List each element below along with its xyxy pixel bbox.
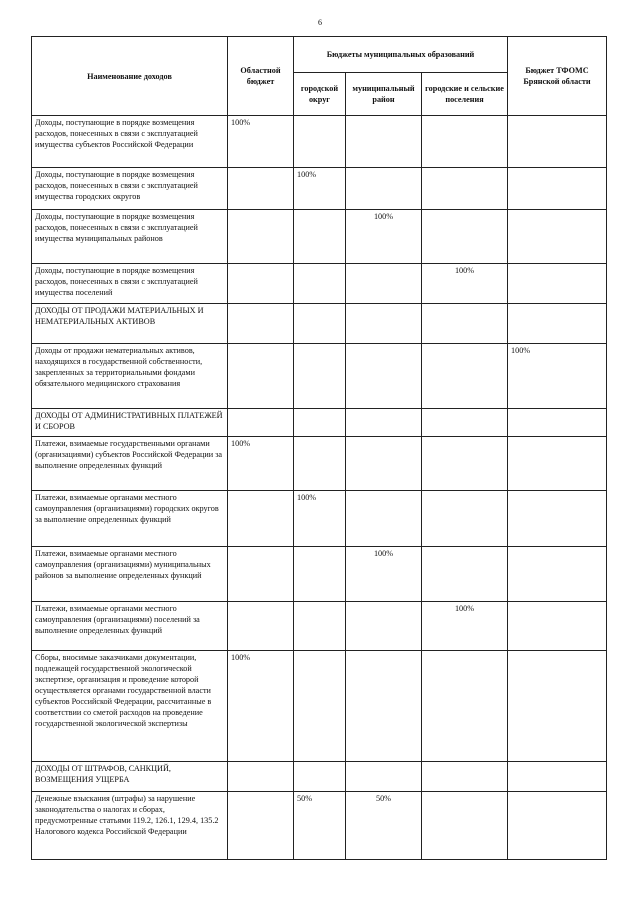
table-row (32, 344, 607, 409)
cell-regional (228, 491, 294, 547)
cell-city-district (294, 344, 346, 409)
income-name-cell: Сборы, вносимые заказчиками документации, подлежащей государственной экологической экспертизе, организация и проведение которой осуществляется органами государственной власти субъектов Российской Федерации, рассчитанные в соответствии со сметой расходов на проведение государственной экологической экспертизы (32, 651, 228, 762)
table-row (32, 116, 607, 168)
income-name-cell: Платежи, взимаемые органами местного самоуправления (организациями) муниципальных районов за выполнение определенных функций (32, 547, 228, 602)
table-row (32, 602, 607, 651)
section-row (32, 304, 607, 344)
cell-tfoms (508, 210, 607, 264)
cell-settlements (422, 762, 508, 792)
cell-tfoms (508, 762, 607, 792)
cell-municipal-district (346, 344, 422, 409)
table-row (32, 264, 607, 304)
cell-regional (228, 304, 294, 344)
cell-regional (228, 792, 294, 860)
cell-municipal-district (346, 602, 422, 651)
cell-tfoms (508, 116, 607, 168)
cell-municipal-district: 100% (346, 547, 422, 602)
cell-municipal-district (346, 264, 422, 304)
cell-tfoms (508, 304, 607, 344)
cell-municipal-district (346, 409, 422, 437)
table-row (32, 792, 607, 860)
income-name-cell: Платежи, взимаемые органами местного самоуправления (организациями) поселений за выполнение определенных функций (32, 602, 228, 651)
income-name-cell: Доходы, поступающие в порядке возмещения расходов, понесенных в связи с эксплуатацией имущества муниципальных районов (32, 210, 228, 264)
cell-tfoms (508, 409, 607, 437)
cell-settlements (422, 304, 508, 344)
cell-regional (228, 409, 294, 437)
table-row (32, 210, 607, 264)
header-regional-budget: Областной бюджет (228, 37, 294, 116)
cell-regional (228, 344, 294, 409)
section-row (32, 762, 607, 792)
table-row (32, 437, 607, 491)
header-municipal-budgets: Бюджеты муниципальных образований (294, 37, 508, 73)
cell-municipal-district (346, 168, 422, 210)
cell-regional (228, 762, 294, 792)
header-income-name: Наименование доходов (32, 37, 228, 116)
income-name-cell: Доходы от продажи нематериальных активов, находящихся в государственной собственности, закрепленных за территориальными фондами обязательного медицинского страхования (32, 344, 228, 409)
cell-city-district (294, 210, 346, 264)
cell-municipal-district (346, 437, 422, 491)
cell-city-district: 50% (294, 792, 346, 860)
cell-city-district: 100% (294, 168, 346, 210)
income-distribution-table (31, 36, 607, 860)
cell-settlements (422, 344, 508, 409)
cell-city-district (294, 264, 346, 304)
cell-city-district (294, 602, 346, 651)
cell-tfoms (508, 168, 607, 210)
cell-municipal-district (346, 762, 422, 792)
income-name-cell: Платежи, взимаемые органами местного самоуправления (организациями) городских округов за выполнение определенных функций (32, 491, 228, 547)
cell-municipal-district (346, 491, 422, 547)
cell-city-district (294, 304, 346, 344)
header-tfoms-budget: Бюджет ТФОМС Брянской области (508, 37, 607, 116)
cell-settlements (422, 651, 508, 762)
section-title: ДОХОДЫ ОТ АДМИНИСТРАТИВНЫХ ПЛАТЕЖЕЙ И СБОРОВ (32, 409, 228, 437)
cell-municipal-district (346, 651, 422, 762)
cell-settlements (422, 409, 508, 437)
income-name-cell: Доходы, поступающие в порядке возмещения расходов, понесенных в связи с эксплуатацией имущества поселений (32, 264, 228, 304)
cell-settlements (422, 168, 508, 210)
page-number: 6 (318, 18, 322, 27)
cell-city-district (294, 437, 346, 491)
cell-settlements: 100% (422, 264, 508, 304)
header-municipal-district: муниципальный район (346, 73, 422, 116)
cell-tfoms (508, 651, 607, 762)
cell-tfoms (508, 437, 607, 491)
section-title: ДОХОДЫ ОТ ПРОДАЖИ МАТЕРИАЛЬНЫХ И НЕМАТЕРИАЛЬНЫХ АКТИВОВ (32, 304, 228, 344)
cell-settlements (422, 116, 508, 168)
cell-settlements (422, 437, 508, 491)
cell-settlements (422, 547, 508, 602)
cell-tfoms (508, 602, 607, 651)
cell-regional (228, 547, 294, 602)
table-row (32, 651, 607, 762)
income-name-cell: Доходы, поступающие в порядке возмещения расходов, понесенных в связи с эксплуатацией имущества субъектов Российской Федерации (32, 116, 228, 168)
cell-municipal-district: 50% (346, 792, 422, 860)
cell-settlements (422, 491, 508, 547)
cell-city-district (294, 762, 346, 792)
cell-city-district (294, 547, 346, 602)
cell-settlements (422, 210, 508, 264)
income-name-cell: Платежи, взимаемые государственными органами (организациями) субъектов Российской Федерации за выполнение определенных функций (32, 437, 228, 491)
cell-regional (228, 168, 294, 210)
cell-municipal-district (346, 116, 422, 168)
cell-tfoms: 100% (508, 344, 607, 409)
cell-regional: 100% (228, 116, 294, 168)
header-city-district: городской округ (294, 73, 346, 116)
cell-settlements (422, 792, 508, 860)
cell-city-district (294, 409, 346, 437)
cell-tfoms (508, 264, 607, 304)
cell-tfoms (508, 491, 607, 547)
income-name-cell: Доходы, поступающие в порядке возмещения расходов, понесенных в связи с эксплуатацией имущества городских округов (32, 168, 228, 210)
cell-regional: 100% (228, 651, 294, 762)
cell-regional: 100% (228, 437, 294, 491)
section-row (32, 409, 607, 437)
table-row (32, 547, 607, 602)
cell-tfoms (508, 792, 607, 860)
cell-regional (228, 602, 294, 651)
cell-regional (228, 210, 294, 264)
cell-city-district (294, 651, 346, 762)
table-row (32, 168, 607, 210)
income-name-cell: Денежные взыскания (штрафы) за нарушение законодательства о налогах и сборах, предусмотренные статьями 119.2, 126.1, 129.4, 135.2 Налогового кодекса Российской Федерации (32, 792, 228, 860)
cell-city-district: 100% (294, 491, 346, 547)
section-title: ДОХОДЫ ОТ ШТРАФОВ, САНКЦИЙ, ВОЗМЕЩЕНИЯ УЩЕРБА (32, 762, 228, 792)
cell-tfoms (508, 547, 607, 602)
cell-municipal-district (346, 304, 422, 344)
cell-regional (228, 264, 294, 304)
header-settlements: городские и сельские поселения (422, 73, 508, 116)
cell-municipal-district: 100% (346, 210, 422, 264)
cell-city-district (294, 116, 346, 168)
table-row (32, 491, 607, 547)
cell-settlements: 100% (422, 602, 508, 651)
